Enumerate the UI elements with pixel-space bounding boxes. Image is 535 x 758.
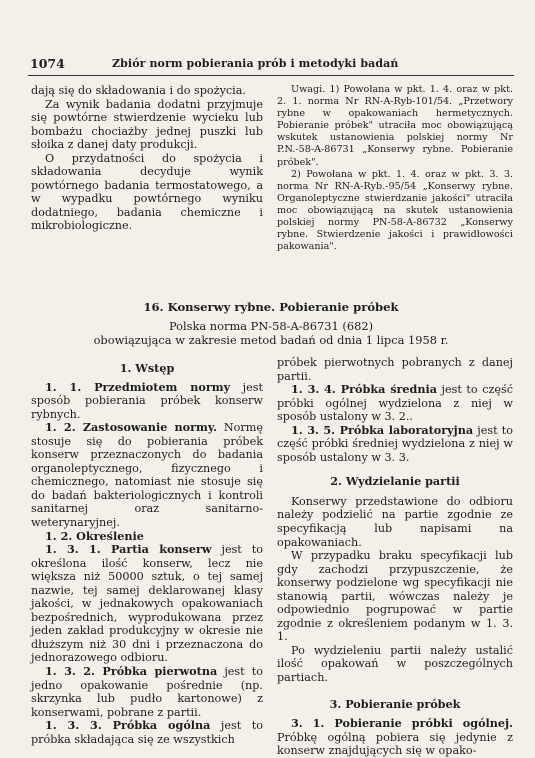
paragraph: W przypadku braku specyfikacji lub gdy zachodzi przypuszczenie, że konserwy podzielone wg specyfikacji nie stanowią partii, wówczas należy je odpowiednio pogrupować w partie zgodnie z określeniem podanym w 1. 3. 1.	[277, 549, 513, 644]
paragraph-continued: próbek pierwotnych pobranych z danej partii.	[277, 356, 513, 383]
page-header	[30, 56, 512, 72]
paragraph: Za wynik badania dodatni przyjmuje się powtórne stwierdzenie wycieku lub bombażu chociażby jednej puszki lub słoika z danej daty produkcji.	[31, 97, 263, 152]
term: 1. 3. 2. Próbka pierwotna	[45, 664, 218, 679]
heading-3: 3. Pobieranie próbek	[329, 696, 461, 711]
heading-2: 2. Wydzielanie partii	[330, 474, 460, 489]
section-title: 16. Konserwy rybne. Pobieranie próbek	[143, 300, 399, 314]
note-2: 2) Powołana w pkt. 1. 4. oraz w pkt. 3. 3. norma Nr RN-A-Ryb.-95/54 „Konserwy rybne. Organoleptyczne stwierdzanie jakości" utraciła moc obowiązującą na skutek ustanowienia polskiej normy PN-58-A-86732 „Konserwy rybne. Stwierdzenie jakości i prawidłowości pakowania".	[277, 168, 513, 253]
paragraph: Po wydzieleniu partii należy ustalić ilość opakowań w poszczególnych partiach.	[277, 643, 513, 685]
term: 3. 1. Pobieranie próbki ogólnej.	[291, 716, 513, 731]
running-title: Zbiór norm pobierania prób i metodyki badań	[112, 57, 399, 70]
term: 1. 2. Zastosowanie normy.	[45, 420, 217, 435]
paragraph-1-3-2: 1. 3. 2. Próbka pierwotna jest to jedno opakowanie pośrednie (np. skrzynka lub pudło kartonowe) z konserwami, pobrane z partii.	[31, 664, 264, 719]
paragraph-1-3-5: 1. 3. 5. Próbka laboratoryjna jest to część próbki średniej wydzielona z niej w sposób ustalony w 3. 3.	[277, 422, 514, 464]
note-1: Uwagi. 1) Powołana w pkt. 1. 4. oraz w pkt. 2. 1. norma Nr RN-A-Ryb-101/54. „Przetwory rybne w opakowaniach hermetycznych. Pobieranie próbek" utraciła moc obowiązującą wskutek ustanowienia polskiej normy Nr P.N.-58-A-86731 „Konserwy rybne. Pobieranie próbek".	[277, 84, 513, 168]
term: 1. 3. 5. Próbka laboratoryjna	[291, 422, 474, 437]
lower-left-column	[31, 362, 263, 746]
heading-1: 1. Wstęp	[119, 361, 175, 375]
term: 1. 3. 4. Próbka średnia	[291, 382, 437, 397]
norm-number: Polska norma PN-58-A-86731 (682)	[168, 319, 374, 333]
paragraph-1-1: 1. 1. Przedmiotem normy jest sposób pobierania próbek konserw rybnych.	[31, 379, 263, 421]
header-rule	[28, 75, 514, 76]
top-left-column	[31, 84, 263, 233]
paragraph-1-3-3: 1. 3. 3. Próbka ogólna jest to próbka składająca się ze wszystkich	[31, 718, 264, 746]
paragraph-1-3-4: 1. 3. 4. Próbka średnia jest to część próbki ogólnej wydzielona z niej w sposób ustalony w 3. 2..	[277, 382, 513, 424]
heading-1-3: 1. 2. Określenie	[45, 528, 144, 543]
paragraph-1-2: 1. 2. Zastosowanie normy. Normę stosuje się do pobierania próbek konserw przeznaczonych do badania organoleptycznego, fizycznego i chemicznego, natomiast nie stosuje się do badań bakteriologicznych i kontroli sanitarnej oraz sanitarno-weterynaryjnej.	[31, 420, 263, 530]
term: 1. 1. Przedmiotem normy	[45, 379, 231, 394]
lower-right-column	[277, 356, 513, 758]
page-number: 1074	[30, 56, 65, 71]
notes-column	[277, 84, 513, 253]
term: 1. 3. 3. Próbka ogólna	[45, 718, 211, 733]
valid-from: obowiązująca w zakresie metod badań od dnia 1 lipca 1958 r.	[93, 333, 449, 347]
paragraph: Konserwy przedstawione do odbioru należy podzielić na partie zgodnie ze specyfikacją lub napisami na opakowaniach.	[277, 494, 513, 549]
term: 1. 3. 1. Partia konserw	[45, 542, 212, 557]
paragraph-1-3-1: 1. 3. 1. Partia konserw jest to określona ilość konserw, lecz nie większa niż 50000 sztuk, o tej samej nazwie, tej samej deklarowanej klasy jakości, w jednakowych opakowaniach bezpośrednich, wyprodukowana przez jeden zakład produkcyjny w okresie nie dłuższym niż 30 dni i przeznaczona do jednorazowego odbioru.	[31, 542, 264, 665]
paragraph: O przydatności do spożycia i składowania decyduje wynik powtórnego badania termostatowego, a w wypadku powtórnego wyniku dodatniego, badania chemiczne i mikrobiologiczne.	[31, 151, 263, 233]
paragraph-3-1: 3. 1. Pobieranie próbki ogólnej. Próbkę ogólną pobiera się jedynie z konserw znajdujących się w opako-	[277, 716, 513, 758]
paragraph: dają się do składowania i do spożycia.	[31, 84, 246, 97]
